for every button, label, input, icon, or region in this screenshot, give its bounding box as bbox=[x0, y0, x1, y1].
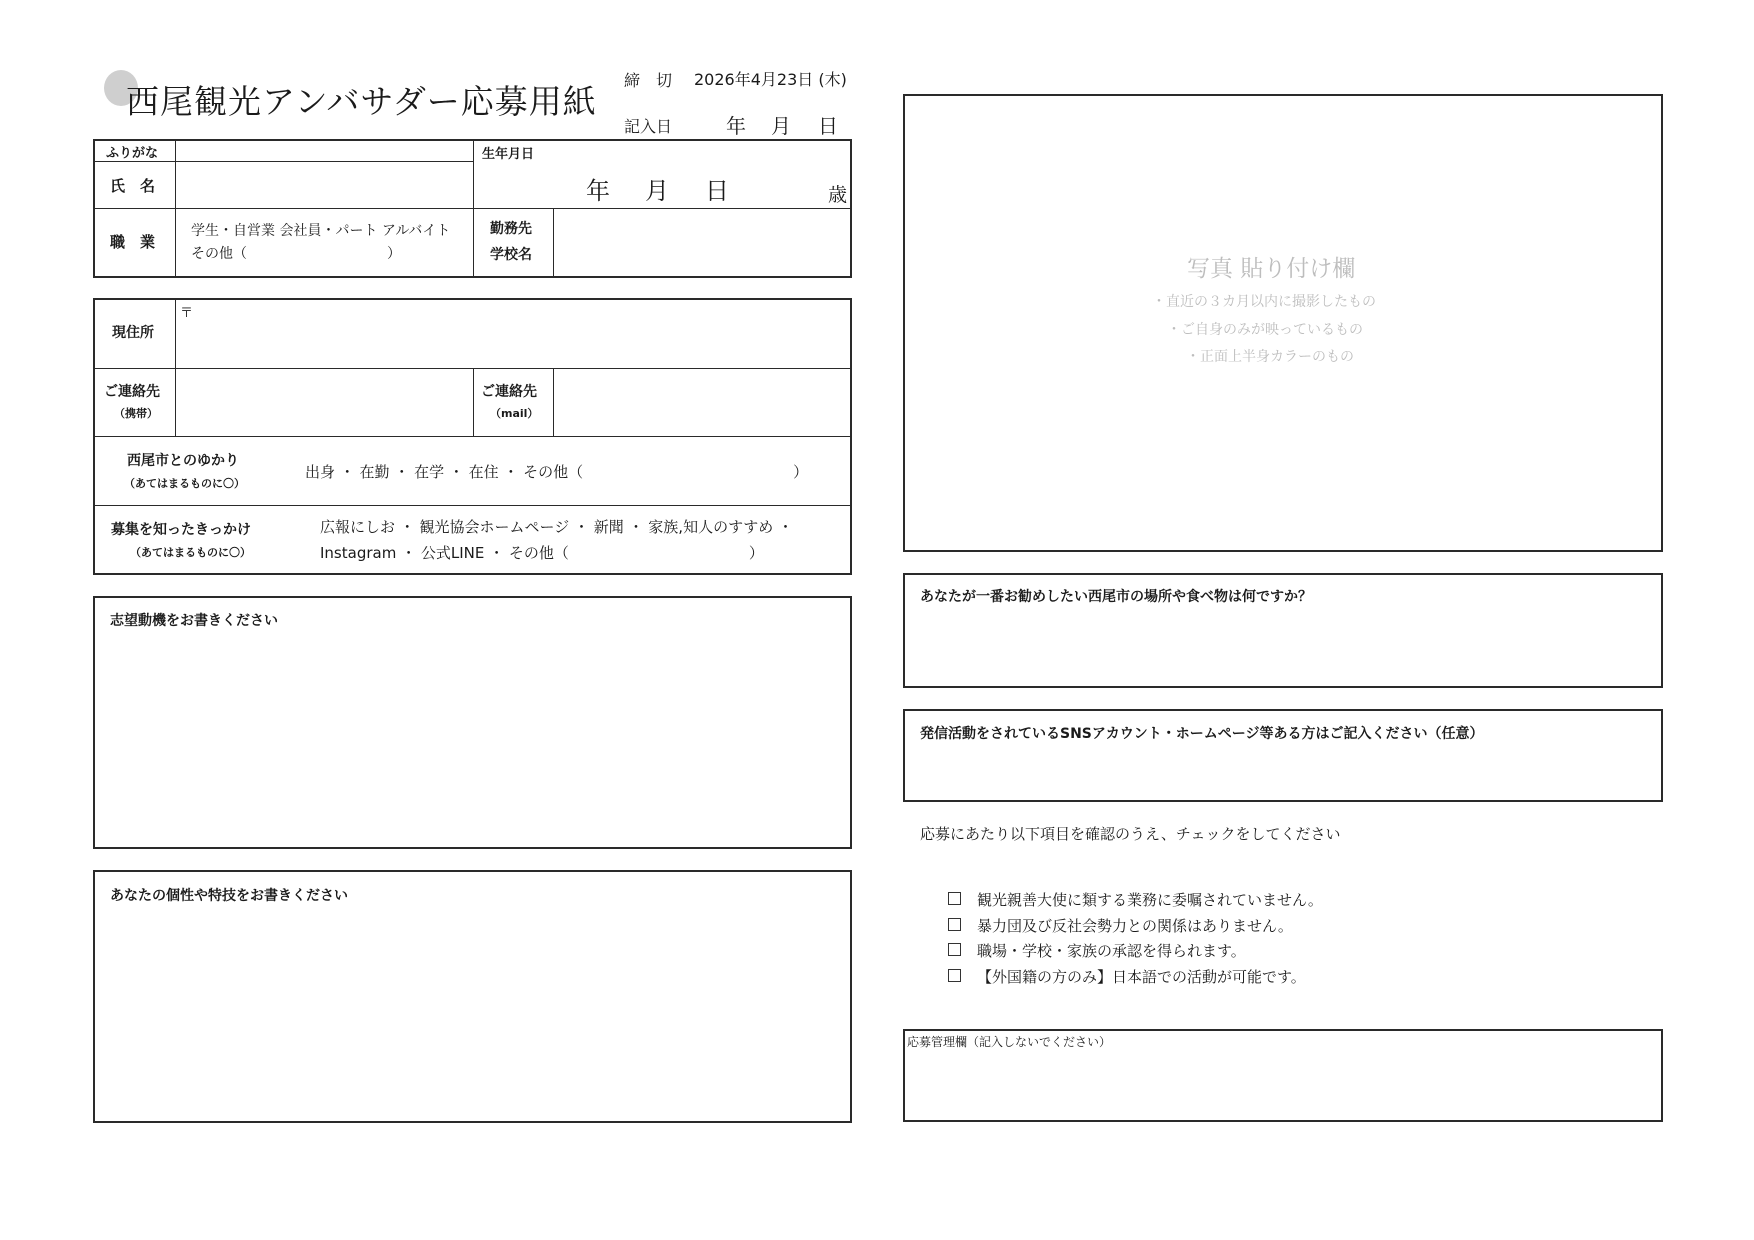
page-title: 西尾観光アンバサダー応募用紙 bbox=[126, 82, 597, 121]
furigana-input[interactable] bbox=[182, 142, 471, 161]
workplace-input[interactable] bbox=[562, 214, 850, 272]
entry-date-year-input[interactable] bbox=[690, 108, 728, 136]
admin-label: 応募管理欄（記入しないでください） bbox=[907, 1035, 1112, 1049]
source-sub-label: （あてはまるものに〇） bbox=[130, 546, 251, 559]
address-label: 現住所 bbox=[112, 325, 154, 341]
workplace-label: 勤務先 bbox=[490, 221, 532, 237]
phone-sub-label: （携帯） bbox=[114, 407, 158, 420]
mail-sub-label: （mail） bbox=[490, 407, 539, 420]
birth-year-input[interactable] bbox=[530, 170, 586, 200]
mail-label: ご連絡先 bbox=[481, 384, 537, 400]
occupation-options-line1[interactable]: 学生・自営業 会社員・パート アルバイト bbox=[191, 223, 451, 239]
entry-date-label: 記入日 bbox=[624, 117, 673, 136]
photo-title: 写真 貼り付け欄 bbox=[1187, 256, 1356, 282]
divider bbox=[94, 161, 474, 162]
occupation-label: 職 業 bbox=[110, 233, 156, 251]
personality-textarea[interactable] bbox=[104, 908, 846, 1118]
deadline-value: 2026年4月23日 (木) bbox=[694, 70, 847, 89]
divider bbox=[94, 505, 851, 506]
entry-date-day-input[interactable] bbox=[796, 108, 820, 136]
entry-date-year-unit: 年 bbox=[726, 114, 746, 138]
furigana-label: ふりがな bbox=[106, 146, 159, 161]
phone-input[interactable] bbox=[182, 376, 471, 432]
age-input[interactable] bbox=[784, 176, 828, 204]
confirm-intro: 応募にあたり以下項目を確認のうえ、チェックをしてください bbox=[920, 825, 1341, 843]
divider bbox=[94, 436, 851, 437]
motivation-textarea[interactable] bbox=[104, 634, 846, 844]
divider bbox=[94, 368, 851, 369]
source-options-line1[interactable]: 広報にしお ・ 観光協会ホームページ ・ 新聞 ・ 家族,知人のすすめ ・ bbox=[320, 518, 793, 536]
confirm-item-3: 職場・学校・家族の承認を得られます。 bbox=[977, 942, 1246, 960]
birth-day-input[interactable] bbox=[672, 170, 706, 200]
divider bbox=[94, 208, 851, 209]
divider bbox=[553, 368, 554, 436]
birth-month-unit: 月 bbox=[645, 177, 669, 205]
source-label: 募集を知ったきっかけ bbox=[111, 522, 251, 538]
birth-month-input[interactable] bbox=[616, 170, 646, 200]
connection-sub-label: （あてはまるものに〇） bbox=[124, 477, 245, 490]
confirm-checkbox-2[interactable] bbox=[948, 918, 961, 931]
photo-hint-1: ・直近の３カ月以内に撮影したもの bbox=[1152, 294, 1376, 310]
name-input[interactable] bbox=[182, 166, 471, 206]
confirm-item-1: 観光親善大使に類する業務に委嘱されていません。 bbox=[977, 891, 1323, 909]
divider bbox=[473, 368, 474, 436]
name-label: 氏 名 bbox=[110, 177, 156, 195]
divider bbox=[553, 208, 554, 277]
birth-date-label: 生年月日 bbox=[482, 147, 535, 162]
source-options-line2[interactable]: Instagram ・ 公式LINE ・ その他（ ） bbox=[320, 544, 764, 562]
photo-hint-2: ・ご自身のみが映っているもの bbox=[1167, 322, 1363, 338]
deadline-label: 締 切 bbox=[624, 71, 673, 90]
entry-date-month-unit: 月 bbox=[771, 114, 791, 138]
sns-input[interactable] bbox=[914, 750, 1658, 796]
personality-label: あなたの個性や特技をお書きください bbox=[110, 888, 348, 904]
age-unit: 歳 bbox=[828, 184, 848, 206]
connection-label: 西尾市とのゆかり bbox=[127, 453, 239, 469]
birth-year-unit: 年 bbox=[586, 177, 610, 205]
confirm-item-4: 【外国籍の方のみ】日本語での活動が可能です。 bbox=[977, 968, 1306, 986]
confirm-checkbox-1[interactable] bbox=[948, 892, 961, 905]
confirm-item-2: 暴力団及び反社会勢力との関係はありません。 bbox=[977, 917, 1293, 935]
recommend-textarea[interactable] bbox=[914, 610, 1658, 684]
motivation-label: 志望動機をお書きください bbox=[110, 613, 278, 629]
entry-date-day-unit: 日 bbox=[818, 114, 838, 138]
phone-label: ご連絡先 bbox=[104, 384, 160, 400]
sns-label: 発信活動をされているSNSアカウント・ホームページ等ある方はご記入ください（任意） bbox=[920, 726, 1484, 742]
birth-day-unit: 日 bbox=[705, 177, 729, 205]
occupation-options-line2[interactable]: その他（ ） bbox=[191, 246, 401, 262]
postal-mark: 〒 bbox=[180, 306, 194, 321]
recommend-label: あなたが一番お勧めしたい西尾市の場所や食べ物は何ですか？ bbox=[920, 589, 1312, 605]
mail-input[interactable] bbox=[560, 376, 850, 432]
photo-hint-3: ・正面上半身カラーのもの bbox=[1186, 349, 1354, 365]
connection-options[interactable]: 出身 ・ 在勤 ・ 在学 ・ 在住 ・ その他（ ） bbox=[305, 463, 809, 481]
confirm-checkbox-4[interactable] bbox=[948, 969, 961, 982]
confirm-checkbox-3[interactable] bbox=[948, 943, 961, 956]
address-input[interactable] bbox=[196, 306, 848, 364]
school-label: 学校名 bbox=[490, 247, 532, 263]
